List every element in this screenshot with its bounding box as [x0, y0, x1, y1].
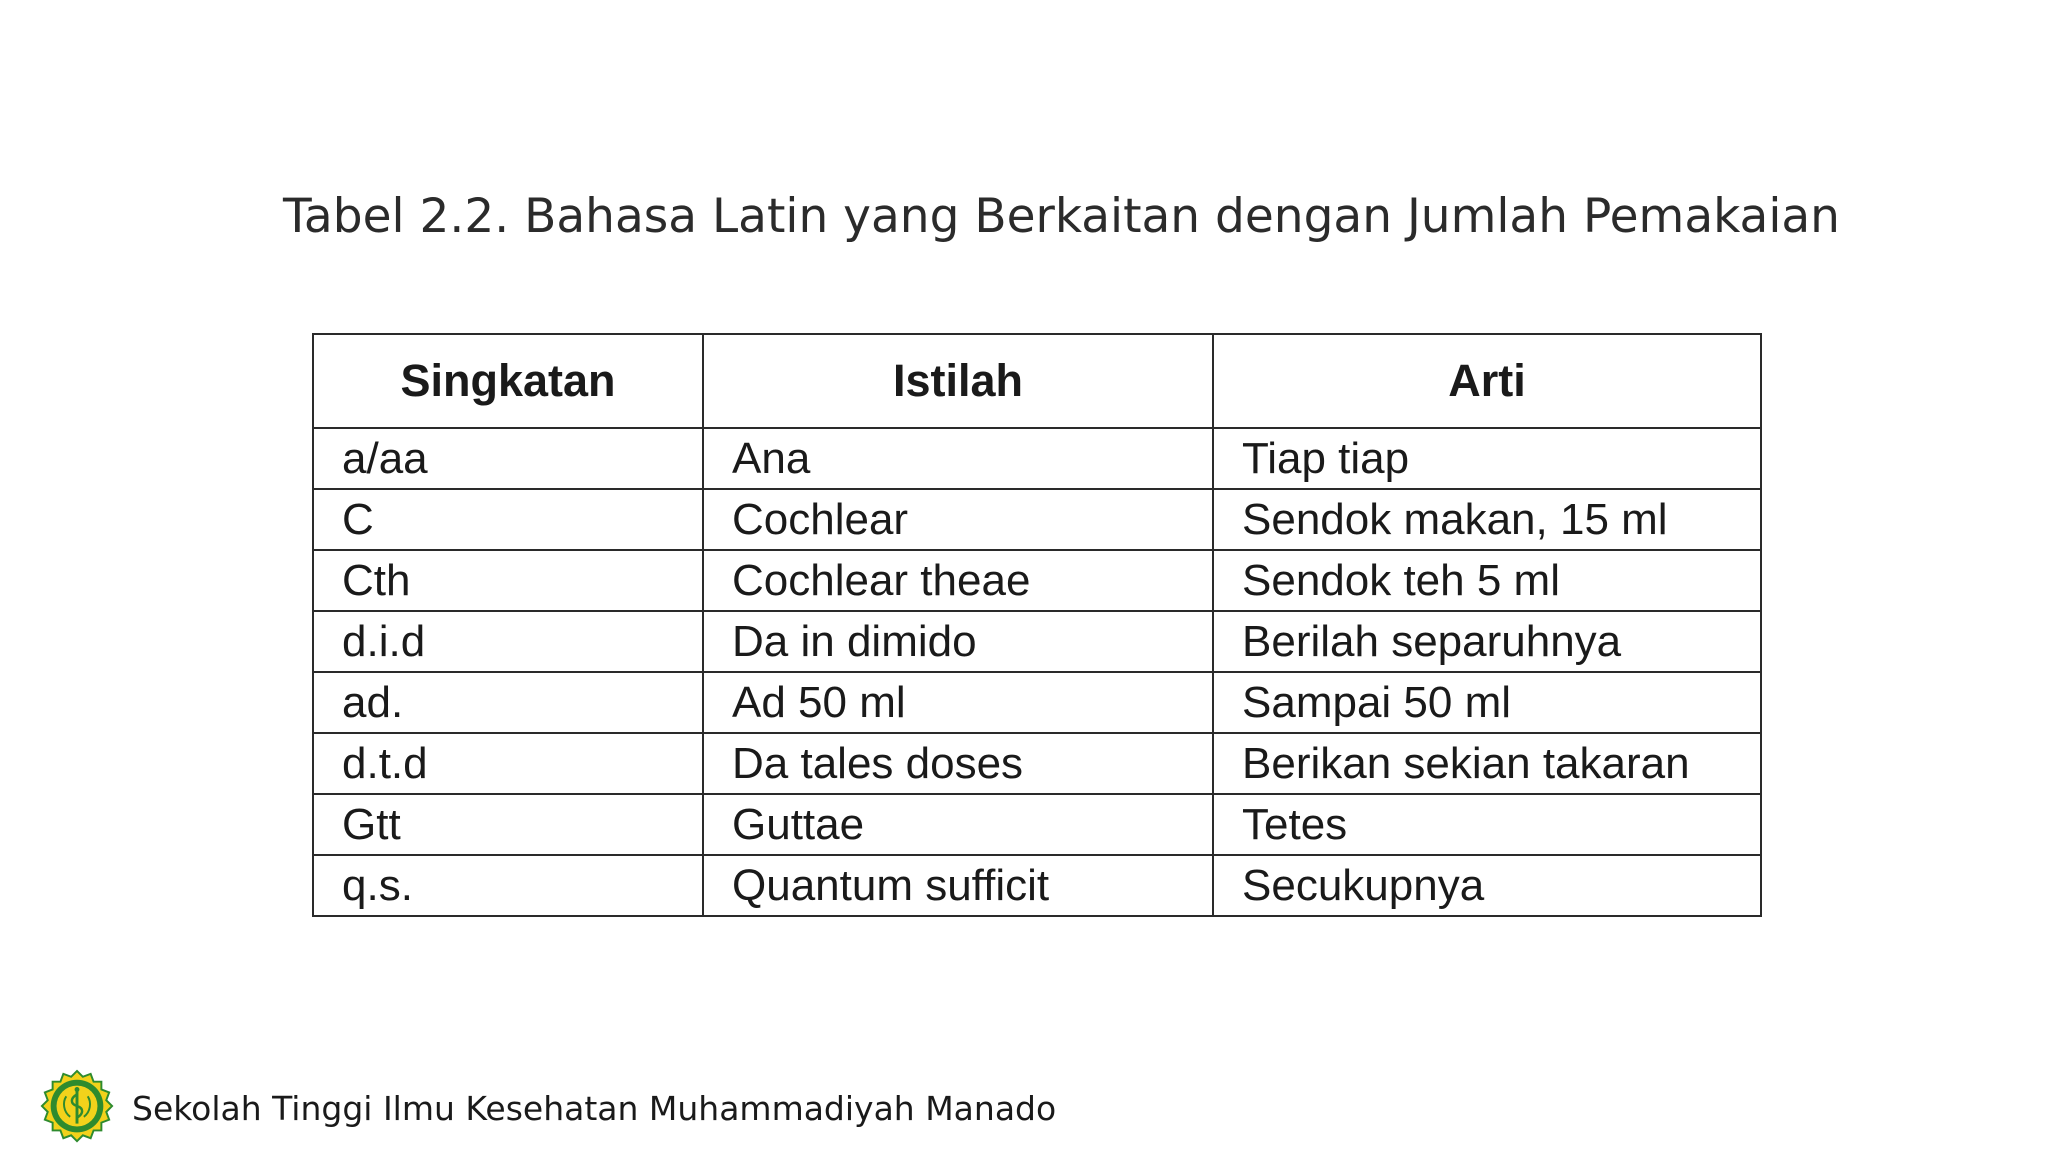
cell-singkatan: a/aa: [313, 428, 703, 489]
cell-istilah: Cochlear: [703, 489, 1213, 550]
column-header-istilah: Istilah: [703, 334, 1213, 428]
cell-istilah: Da tales doses: [703, 733, 1213, 794]
cell-singkatan: d.t.d: [313, 733, 703, 794]
cell-arti: Secukupnya: [1213, 855, 1761, 916]
cell-istilah: Quantum sufficit: [703, 855, 1213, 916]
cell-istilah: Ana: [703, 428, 1213, 489]
cell-singkatan: q.s.: [313, 855, 703, 916]
cell-arti: Berikan sekian takaran: [1213, 733, 1761, 794]
table-row: [313, 489, 1761, 550]
table-row: [313, 611, 1761, 672]
cell-arti: Tiap tiap: [1213, 428, 1761, 489]
cell-istilah: Guttae: [703, 794, 1213, 855]
column-header-singkatan: Singkatan: [313, 334, 703, 428]
table-row: [313, 550, 1761, 611]
cell-arti: Sampai 50 ml: [1213, 672, 1761, 733]
cell-istilah: Da in dimido: [703, 611, 1213, 672]
slide-footer: [38, 1068, 1056, 1148]
table-row: [313, 855, 1761, 916]
table-row: [313, 428, 1761, 489]
table-row: [313, 733, 1761, 794]
table-row: [313, 672, 1761, 733]
table-row: [313, 794, 1761, 855]
cell-istilah: Ad 50 ml: [703, 672, 1213, 733]
slide-title: Tabel 2.2. Bahasa Latin yang Berkaitan dengan Jumlah Pemakaian: [283, 189, 1840, 244]
cell-singkatan: ad.: [313, 672, 703, 733]
cell-arti: Sendok makan, 15 ml: [1213, 489, 1761, 550]
column-header-arti: Arti: [1213, 334, 1761, 428]
institution-name: Sekolah Tinggi Ilmu Kesehatan Muhammadiyah Manado: [132, 1088, 1057, 1128]
cell-arti: Sendok teh 5 ml: [1213, 550, 1761, 611]
institution-logo-icon: [38, 1069, 116, 1147]
latin-terms-table: [312, 333, 1762, 917]
cell-arti: Tetes: [1213, 794, 1761, 855]
cell-singkatan: Gtt: [313, 794, 703, 855]
cell-istilah: Cochlear theae: [703, 550, 1213, 611]
cell-singkatan: C: [313, 489, 703, 550]
table-header-row: [313, 334, 1761, 428]
cell-singkatan: d.i.d: [313, 611, 703, 672]
cell-singkatan: Cth: [313, 550, 703, 611]
cell-arti: Berilah separuhnya: [1213, 611, 1761, 672]
